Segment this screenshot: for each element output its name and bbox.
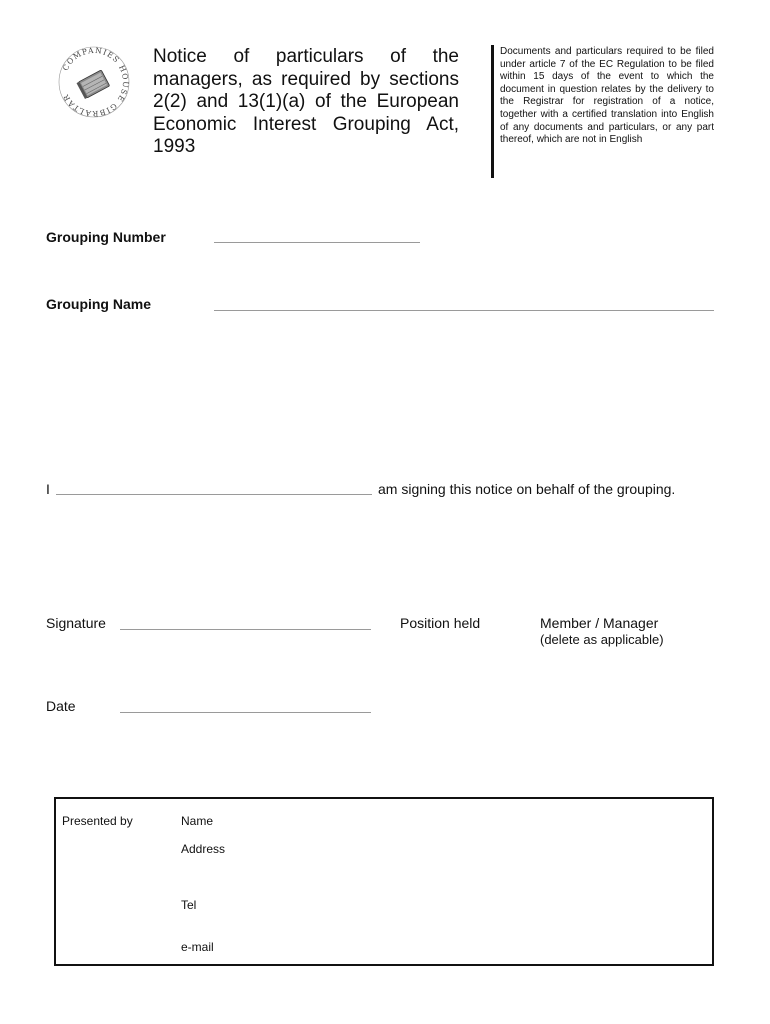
date-field[interactable]	[120, 712, 371, 713]
grouping-number-field[interactable]	[214, 242, 420, 243]
companies-house-gibraltar-seal-icon	[56, 44, 132, 120]
position-held-label: Position held	[400, 615, 481, 631]
date-label: Date	[46, 698, 76, 714]
presenter-email-label: e-mail	[181, 940, 214, 954]
filing-notice: Documents and particulars required to be filed under article 7 of the EC Regulation to be filed within 15 days of the event to which the document in question relates by the delivery to the Registrar for registration of a notice, together with a certified translation into English of any documents and particulars, or any part thereof, which are not in English	[500, 46, 714, 146]
declaration-prefix: I	[46, 481, 50, 497]
notice-divider	[491, 45, 494, 178]
grouping-name-field[interactable]	[214, 310, 714, 311]
presenter-name-label: Name	[181, 814, 214, 828]
position-held-note: (delete as applicable)	[540, 632, 664, 647]
position-held-value: Member / Manager	[540, 615, 659, 631]
presented-by-box	[54, 797, 714, 966]
svg-text:COMPANIES HOUSE GIBRALTAR: COMPANIES HOUSE GIBRALTAR	[60, 45, 131, 119]
presented-by-label: Presented by	[62, 814, 133, 828]
signature-label: Signature	[46, 615, 106, 631]
grouping-name-label: Grouping Name	[46, 296, 152, 312]
presenter-address-label: Address	[181, 842, 226, 856]
signer-name-field[interactable]	[56, 494, 372, 495]
form-title: Notice of particulars of the managers, as required by sections 2(2) and 13(1)(a) of the European Economic Interest Grouping Act, 1993	[153, 46, 459, 157]
grouping-number-label: Grouping Number	[46, 229, 166, 245]
presenter-tel-label: Tel	[181, 898, 197, 912]
signature-field[interactable]	[120, 629, 371, 630]
declaration-text: am signing this notice on behalf of the grouping.	[378, 481, 676, 497]
